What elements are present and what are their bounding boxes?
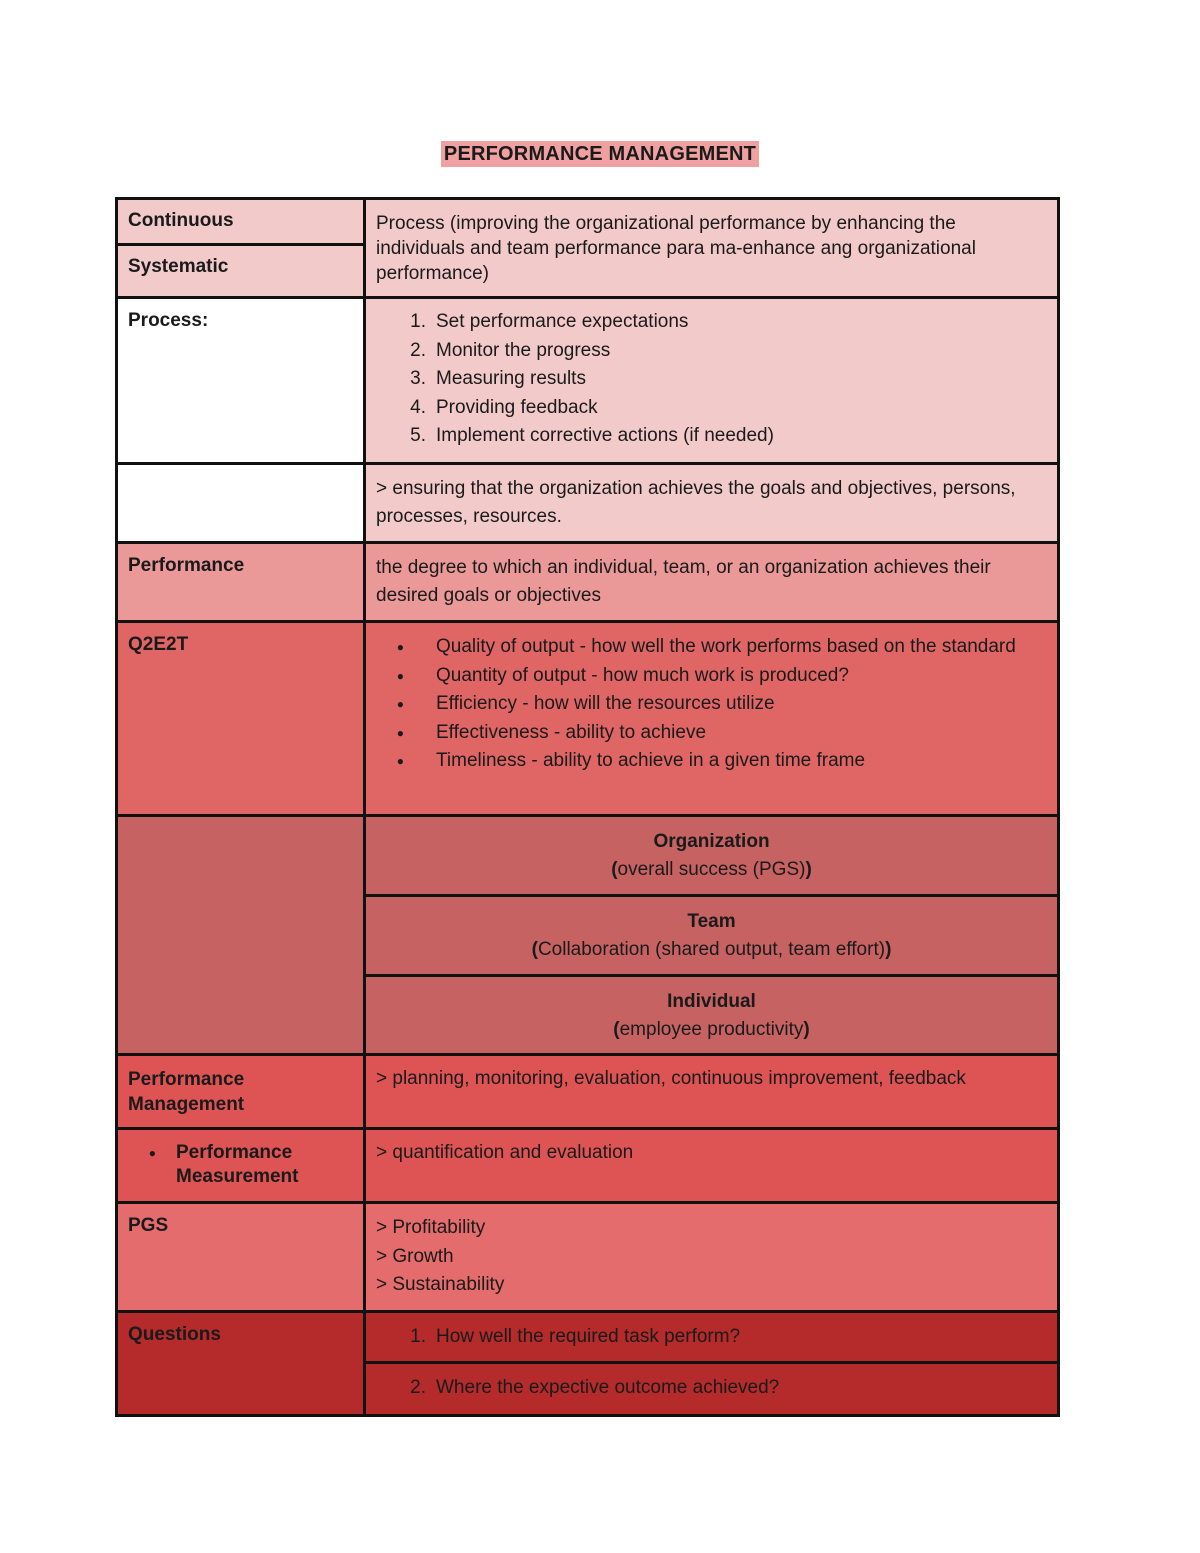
list-text: Measuring results [436, 368, 586, 389]
level-name: Team [687, 911, 736, 932]
cell-process-steps [366, 299, 1057, 462]
cell-continuous [118, 200, 363, 246]
bullet-icon: ● [396, 668, 404, 683]
cell-process-label [118, 299, 366, 462]
list-number: 3. [410, 368, 426, 389]
ensuring-text: > ensuring that the organization achieves the goals and objectives, persons, processes, resources. [376, 478, 1016, 527]
label-performance-measurement: Performance Measurement [176, 1142, 299, 1187]
label-performance: Performance [128, 555, 245, 576]
process-steps-list [366, 308, 1057, 451]
cell-levels-empty [118, 817, 366, 1053]
row-q2e2t [115, 620, 1060, 814]
bullet-icon: ● [396, 754, 404, 768]
level-desc-line [366, 1016, 1057, 1044]
question-cell [366, 1361, 1057, 1414]
list-item [366, 633, 1017, 662]
paren-close: ) [885, 939, 892, 960]
list-item [366, 747, 1017, 776]
level-team [366, 894, 1057, 974]
list-item [366, 337, 1057, 366]
label-process: Process: [128, 310, 209, 331]
paren-open: ( [611, 859, 618, 880]
list-number: 4. [410, 396, 426, 418]
label-systematic: Systematic [128, 256, 229, 277]
list-item [366, 422, 1057, 451]
pgs-item: > Sustainability [376, 1274, 505, 1295]
label-pgs: PGS [128, 1215, 169, 1236]
cell-q2e2t-items [366, 623, 1057, 814]
cell-levels [366, 817, 1057, 1053]
list-text: Timeliness - ability to achieve in a given time frame [436, 750, 866, 771]
cell-continuous-systematic [118, 200, 366, 296]
list-text: Quantity of output - how much work is produced? [436, 664, 849, 686]
list-text: Efficiency - how will the resources utilize [436, 693, 775, 714]
row-pgs [115, 1201, 1060, 1310]
cell-questions-label [118, 1313, 366, 1414]
list-number: 2. [410, 1377, 426, 1398]
level-name: Organization [653, 831, 770, 852]
cell-definition [366, 200, 1057, 296]
row-definition [115, 197, 1060, 296]
list-item [366, 1323, 1057, 1352]
list-item [366, 1374, 1057, 1403]
level-desc-line [366, 936, 1057, 964]
cell-pmeas-def [366, 1130, 1057, 1201]
cell-systematic [118, 246, 363, 278]
list-item [366, 719, 1017, 748]
list-text: Monitor the progress [436, 339, 611, 361]
pmeas-def-text: > quantification and evaluation [376, 1142, 634, 1163]
cell-pgs-label [118, 1204, 366, 1310]
bullet-icon: ● [396, 640, 404, 654]
row-performance [115, 541, 1060, 620]
pgs-item: > Profitability [376, 1217, 486, 1238]
list-number: 5. [410, 425, 426, 446]
level-name: Individual [667, 991, 756, 1012]
cell-pmeas-label [118, 1130, 366, 1201]
level-desc: Collaboration (shared output, team effort) [537, 939, 886, 960]
list-text: Effectiveness - ability to achieve [436, 721, 707, 743]
list-number: 1. [410, 1326, 426, 1347]
bullet-icon: ● [396, 725, 404, 740]
question-cell [366, 1313, 1057, 1361]
paren-close: ) [805, 859, 812, 880]
list-item [366, 662, 1017, 691]
list-item [366, 690, 1017, 719]
list-number: 1. [410, 311, 426, 332]
q2e2t-list [366, 633, 1017, 776]
level-organization [366, 817, 1057, 894]
pgs-item: > Growth [376, 1245, 454, 1267]
row-performance-measurement [115, 1127, 1060, 1201]
bullet-icon: ● [396, 697, 404, 711]
definition-text: Process (improving the organizational performance by enhancing the individuals and team performance para ma-enhance ang organizational performance) [376, 213, 976, 284]
row-levels [115, 814, 1060, 1053]
level-desc: overall success (PGS) [617, 859, 806, 880]
performance-def-text: the degree to which an individual, team, or an organization achieves their desired goals or objectives [376, 557, 991, 606]
label-q2e2t: Q2E2T [128, 634, 189, 655]
list-text: Quality of output - how well the work performs based on the standard [436, 636, 1016, 657]
cell-q2e2t-label [118, 623, 366, 814]
list-text: Set performance expectations [436, 311, 689, 332]
level-desc: employee productivity [619, 1019, 804, 1040]
cell-empty [118, 465, 366, 541]
label-questions: Questions [128, 1324, 221, 1345]
cell-pgs-items [366, 1204, 1057, 1310]
list-item [366, 308, 1057, 337]
list-text: How well the required task perform? [436, 1326, 741, 1347]
title-wrapper [0, 141, 1200, 167]
list-number: 2. [410, 339, 426, 361]
label-performance-management: Performance Management [128, 1069, 245, 1115]
list-text: Implement corrective actions (if needed) [436, 425, 774, 446]
row-questions [115, 1310, 1060, 1417]
pm-def-text: > planning, monitoring, evaluation, continuous improvement, feedback [376, 1068, 966, 1089]
paren-close: ) [803, 1019, 810, 1040]
cell-questions [366, 1313, 1057, 1414]
list-item [366, 394, 1057, 423]
row-process [115, 296, 1060, 462]
list-text: Where the expective outcome achieved? [436, 1377, 780, 1398]
list-text: Providing feedback [436, 396, 598, 418]
cell-performance-label [118, 544, 366, 620]
row-performance-management [115, 1053, 1060, 1127]
performance-table [115, 197, 1060, 1417]
row-ensuring [115, 462, 1060, 541]
list-item [366, 365, 1057, 394]
page-title: PERFORMANCE MANAGEMENT [441, 141, 759, 167]
paren-open: ( [531, 939, 538, 960]
cell-pm-label [118, 1056, 366, 1127]
cell-pm-def [366, 1056, 1057, 1127]
cell-performance-def [366, 544, 1057, 620]
level-desc-line [366, 856, 1057, 884]
bullet-icon: ● [148, 1146, 156, 1160]
label-continuous: Continuous [128, 210, 234, 231]
cell-ensuring [366, 465, 1057, 541]
level-individual [366, 974, 1057, 1053]
paren-open: ( [613, 1019, 620, 1040]
